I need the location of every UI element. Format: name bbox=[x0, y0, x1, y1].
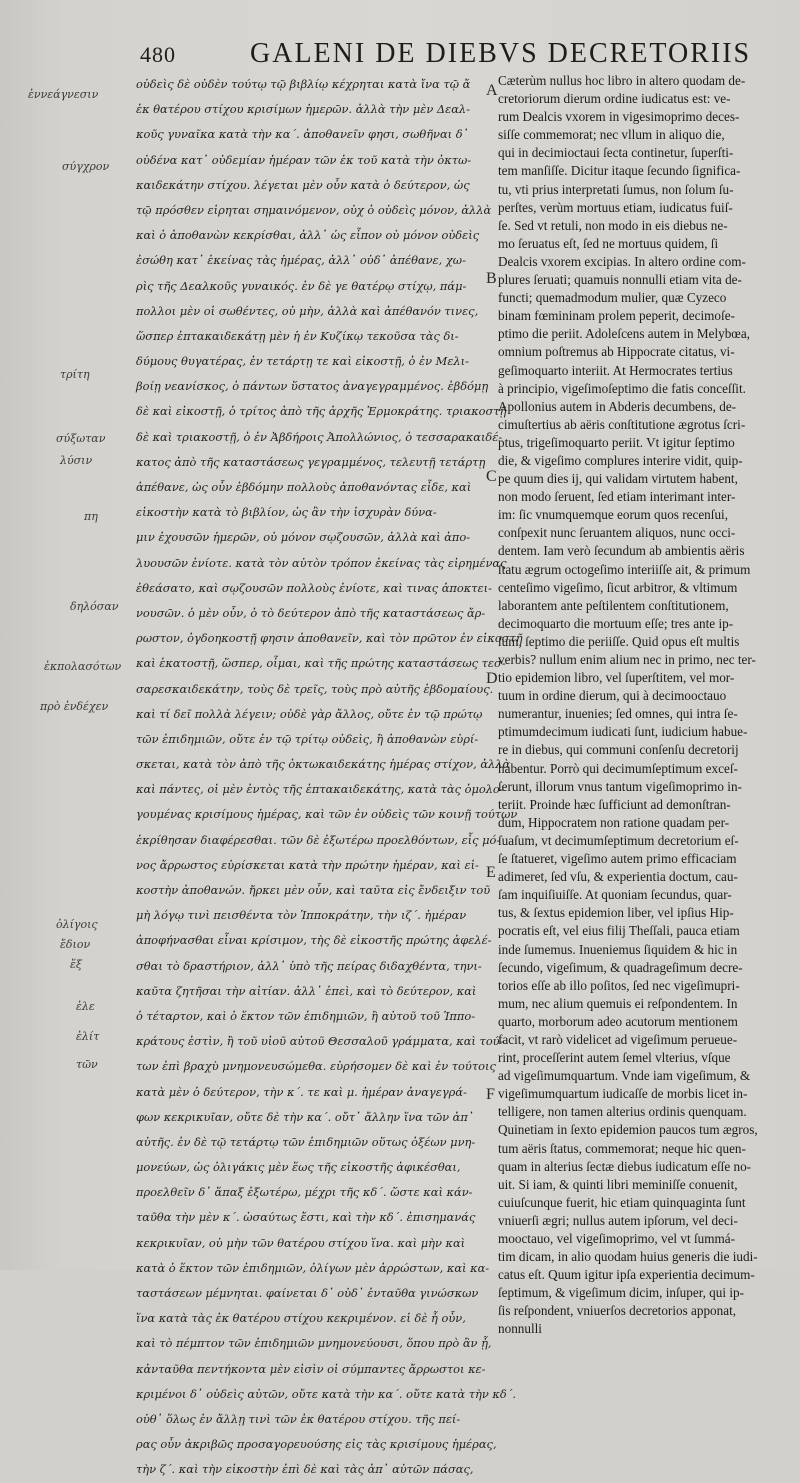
greek-text-line: κριμένοι δ᾽ οὐδεὶς αὐτῶν, οὔτε κατὰ τὴν κα΄. οὔτε κατὰ τὴν κδ΄. bbox=[136, 1386, 517, 1401]
latin-text-line: geſimoquarto interiit. At Hermocrates tertius bbox=[498, 362, 733, 378]
latin-text-line: ſeptimum, & vigeſimum dicim, inſuper, qui ip- bbox=[498, 1285, 744, 1301]
greek-text-line: καιδεκάτην στίχου. λέγεται μὲν οὖν κατὰ ὁ δεύτερον, ὡς bbox=[136, 177, 470, 192]
latin-text-line: tu, vti prius interpretati ſumus, non ſolum ſu- bbox=[498, 181, 734, 197]
margin-note: πη bbox=[84, 510, 98, 523]
latin-text-line: laborantem ante peſtilentem conſtitutionem, bbox=[498, 597, 729, 613]
latin-text-line: numerantur, inuenies; ſed omnes, qui intra ſe- bbox=[498, 706, 738, 722]
greek-text-line: μιν ἐχουσῶν ἡμερῶν, οὐ μόνον σῳζουσῶν, ἀλλὰ καὶ ἀπο- bbox=[136, 530, 471, 545]
latin-text-line: uit. Si iam, & quinti libri meminiſſe conuenit, bbox=[498, 1176, 738, 1192]
greek-text-line: ρὶς τῆς Δεαλκοῦς γυναικός. ἐν δὲ γε θατέρῳ στίχῳ, πάμ- bbox=[136, 278, 467, 293]
margin-note: τρίτη bbox=[60, 368, 90, 381]
latin-text-line: tio epidemion libro, vel ſuperſtitem, vel mor- bbox=[498, 670, 735, 686]
latin-text-line: ptimo die periit. Adoleſcens autem in Melybœa, bbox=[498, 326, 750, 342]
greek-text-line: γουμένας κρισίμους ἡμέρας, καὶ τῶν ἐν οὐδεὶς τῶν κοινῇ τούτων bbox=[136, 807, 518, 822]
latin-text-line: verbis? nullum enim alium nec in primo, nec ter- bbox=[498, 652, 756, 667]
margin-note: τῶν bbox=[76, 1058, 98, 1071]
margin-note: λύσιν bbox=[60, 454, 93, 467]
margin-note: ὀλίγοις bbox=[56, 918, 98, 931]
latin-text-line: ſerunt, illorum vnus tantum vigeſimoprimo in- bbox=[498, 778, 742, 794]
latin-text-line: perſtes, verùm mortuus etiam, iudicatus fuiſ- bbox=[498, 199, 733, 215]
greek-text-line: ἀπέθανε, ὡς οὖν ἑβδόμην πολλοὺς ἀποθανόντας εἶδε, καὶ bbox=[136, 480, 472, 494]
latin-text-line: ſtatu ægrum octogeſimo interiiſſe ait, & primum bbox=[498, 561, 751, 577]
greek-text-line: καὶ τί δεῖ πολλὰ λέγειν; οὐδὲ γὰρ ἄλλος, οὔτε ἐν τῷ πρώτῳ bbox=[136, 706, 483, 721]
latin-text-line: quam in alterius ſectæ diebus iudicatum eſſe no- bbox=[498, 1158, 752, 1174]
latin-text-line: ptus, trigeſimoquarto periit. Vt igitur ſeptimo bbox=[498, 434, 735, 450]
latin-text-line: mooctauo, vel vigeſimoprimo, vel vt ſummá- bbox=[498, 1231, 735, 1246]
latin-text-line: ſecundo, vigeſimum, & quadrageſimum decre- bbox=[498, 959, 743, 975]
latin-text-line: rint, proceſſerint autem ſemel vlterius, vſque bbox=[498, 1050, 731, 1066]
greek-text-line: κεκρικυῖαν, οὐ μὴν τῶν θατέρου στίχου ἵνα. καὶ μὴν καὶ bbox=[136, 1235, 466, 1250]
greek-text-line: αὐτῆς. ἐν δὲ τῷ τετάρτῳ τῶν ἐπιδημιῶν οὕτως ὀξέων μνη- bbox=[136, 1134, 476, 1149]
latin-text-line: re in diebus, qui communi conſenſu decretorij bbox=[498, 742, 739, 758]
margin-note: δηλόσαν bbox=[70, 600, 119, 613]
latin-text-line: ſuaſum, vt decimumſeptimum decretorium eſ- bbox=[498, 832, 739, 848]
greek-text-line: ταστάσεων μέμνηται. φαίνεται δ᾽ οὐδ᾽ ἐνταῦθα γινώσκων bbox=[136, 1286, 479, 1300]
greek-text-line: κατὰ ὁ ἕκτον τῶν ἐπιδημιῶν, ὀλίγων μὲν ἀρρώστων, καὶ κα- bbox=[136, 1260, 490, 1275]
latin-text-line: binam fœmininam prolem peperit, decimoſe- bbox=[498, 308, 735, 324]
latin-text-line: inde ſumemus. Inueniemus ſiquidem & hic in bbox=[498, 941, 738, 957]
margin-note: ἔδιον bbox=[60, 938, 91, 951]
latin-text-line: die, & vigeſimo complures interire vidit, quip- bbox=[498, 452, 743, 468]
greek-text-line: φων κεκρικυῖαν, οὔτε δὲ τὴν κα΄. οὔτ᾽ ἄλλην ἵνα τῶν ἀπ᾽ bbox=[136, 1109, 474, 1124]
greek-text-line: κοστὴν ἀποθανών. ἤρκει μὲν οὖν, καὶ ταῦτα εἰς ἔνδειξιν τοῦ bbox=[136, 883, 491, 897]
margin-note: ἕξ bbox=[70, 958, 82, 971]
greek-text-line: οὐδεὶς δὲ οὐδὲν τούτῳ τῷ βιβλίῳ κέχρηται κατὰ ἴνα τῷ ἄ bbox=[136, 77, 471, 91]
latin-text-line: tus, & ſextus epidemion liber, vel ipſius Hip- bbox=[498, 905, 734, 921]
greek-text-line: ἵνα κατὰ τὰς ἐκ θατέρου στίχου κεκριμένον. εἰ δὲ ἦ οὖν, bbox=[136, 1311, 466, 1326]
latin-text-line: cretoriorum dierum ordine iudicatus est: ve- bbox=[498, 91, 731, 107]
greek-text-line: τὴν ζ΄. καὶ τὴν εἰκοστὴν ἐπὶ δὲ καὶ τὰς ἀπ᾽ αὐτῶν πάσας, bbox=[136, 1462, 474, 1477]
greek-text-line: καῦτα ζητῆσαι τὴν αἰτίαν. ἀλλ᾽ ἐπεὶ, καὶ τὸ δεύτερον, καὶ bbox=[136, 983, 477, 998]
latin-text-line: vigeſimumquartum iudicaſſe de morbis licet in- bbox=[498, 1086, 748, 1102]
margin-notes bbox=[0, 0, 140, 1270]
greek-text-line: ἐθεάσατο, καὶ σῳζουσῶν πολλοὺς ἐνίοτε, καὶ τινας ἀποκτει- bbox=[136, 580, 492, 595]
greek-text-line: ἐσώθη κατ᾽ ἐκείνας τὰς ἡμέρας, ἀλλ᾽ οὐδ᾽ ἀπέθανε, χω- bbox=[136, 253, 466, 268]
latin-text-line: Dealcis vxorem excipias. In altero ordine com- bbox=[498, 253, 746, 269]
latin-text-line: non modo ſeruent, ſed etiam interimant inter- bbox=[498, 489, 736, 505]
greek-text-line: νος ἄρρωστος εὑρίσκεται κατὰ τὴν πρώτην ἡμέραν, καὶ εἰ- bbox=[136, 857, 479, 872]
latin-text-line: mum, nec alium quemuis ei reſpondentem. In bbox=[498, 995, 738, 1011]
greek-text-line: τῷ πρόσθεν εἰρηται σημαινόμενον, οὐχ ὁ οὐδεὶς μόνον, ἀλλὰ bbox=[136, 202, 492, 217]
greek-text-line: ταῦθα τὴν μὲν κ΄. ὡσαύτως ἔστι, καὶ τὴν κδ΄. ἐπισημανάς bbox=[136, 1210, 476, 1225]
latin-text-line: pocratis eſt, vel eius filij Theſſali, pauca etiam bbox=[498, 923, 740, 939]
greek-text-line: κοῦς γυναῖκα κατὰ τὴν κα΄. ἀποθανεῖν φησι, σωθῆναι δ᾽ bbox=[136, 127, 469, 142]
latin-text-line: torios eſſe ab illo poſitos, ſed nec vigeſimupri- bbox=[498, 977, 740, 993]
latin-text-line: qui in decimioctaui ſecta continetur, ſuperſti- bbox=[498, 145, 734, 161]
greek-text-line: τῶν ἐπιδημιῶν, οὔτε ἐν τῷ τρίτῳ οὐδεὶς, ἢ ἀποθανὼν εὑρί- bbox=[136, 731, 479, 746]
greek-text-line: κράτους ἐστὶν, ἢ τοῦ υἱοῦ αὐτοῦ Θεσσαλοῦ γράμματα, καὶ τού- bbox=[136, 1034, 504, 1049]
greek-text-line: σθαι τὸ δραστήριον, ἀλλ᾽ ὑπὸ τῆς πείρας διδαχθέντα, τηνι- bbox=[136, 958, 482, 973]
latin-text-line: centeſimo vigeſimo, ſicut arbitror, & vltimum bbox=[498, 579, 738, 595]
latin-text-line: Quinetiam in ſexto epidemion paucos tum ægros, bbox=[498, 1122, 758, 1138]
greek-text-line: λυουσῶν ἐνίοτε. κατὰ τὸν αὐτὸν τρόπον ἐκείνας τὰς εἰρημένας bbox=[136, 555, 507, 570]
page-header bbox=[140, 36, 790, 70]
margin-note: ἐλίτ bbox=[76, 1030, 100, 1043]
greek-text-line: ὁ τέταρτον, καὶ ὁ ἕκτον τῶν ἐπιδημιῶν, ἢ αὐτοῦ τοῦ Ἱππο- bbox=[136, 1008, 476, 1023]
latin-text-line: plures ſeruati; quamuis nonnulli etiam vita de- bbox=[498, 272, 742, 288]
greek-text-line: μονεύων, ὡς ὀλιγάκις μὲν ἕως τῆς εἰκοστῆς ἀφικέσθαι, bbox=[136, 1160, 461, 1175]
latin-text-line: im: ſic vnumquemque eorum quos recenſui, bbox=[498, 507, 728, 523]
greek-text-line: πολλοι μὲν οἱ σωθέντες, οὐ μὴν, ἀλλὰ καὶ ἀπέθανόν τινες, bbox=[136, 303, 479, 318]
greek-text-line: κατὰ μὲν ὁ δεύτερον, τὴν κ΄. τε καὶ μ. ἡμέραν ἀναγεγρά- bbox=[136, 1084, 467, 1099]
greek-text-line: οὐθ᾽ ὅλως ἐν ἄλλῃ τινὶ τῶν ἐκ θατέρου στίχου. τῆς πεί- bbox=[136, 1411, 461, 1426]
greek-text-line: καὶ ἑκατοστῇ, ὥσπερ, οἶμαι, καὶ τῆς πρώτης καταστάσεως τεσ- bbox=[136, 656, 506, 671]
latin-text-line: catus eſt. Quum igitur ipſa experientia decimum- bbox=[498, 1267, 755, 1283]
latin-text-line: telligere, non tamen alterius ordinis quenquam. bbox=[498, 1104, 747, 1120]
margin-note: ἐλε bbox=[76, 1000, 95, 1013]
greek-text-line: ὥσπερ ἑπτακαιδεκάτῃ μὲν ἡ ἐν Κυζίκῳ τεκοῦσα τὰς δι- bbox=[136, 328, 459, 343]
latin-text-line: siſſe commemorat; nec vllum in aliquo die, bbox=[498, 127, 725, 143]
greek-text-line: νουσῶν. ὁ μὲν οὖν, ὁ τὸ δεύτερον ἀπὸ τῆς καταστάσεως ἄρ- bbox=[136, 605, 486, 620]
greek-text-line: δὲ καὶ τριακοστῇ, ὁ ἐν Ἀβδήροις Ἀπολλώνιος, ὁ τεσσαρακαιδέ- bbox=[136, 429, 503, 444]
margin-note: σύξωταν bbox=[56, 432, 106, 445]
latin-text-line: cimuſtertius ab aëris conſtitutione ægrotus ſcri- bbox=[498, 416, 746, 432]
greek-text-line: κατος ἀπὸ τῆς καταστάσεως γεγραμμένος, τελευτῇ τετάρτῃ bbox=[136, 454, 486, 469]
latin-text-line: omnium poſtremus ab Hippocrate citatus, vi- bbox=[498, 344, 735, 360]
latin-text-line: nonnulli bbox=[498, 1321, 542, 1337]
section-letter-a: A bbox=[486, 82, 498, 99]
margin-note: ἐννεάγνεσιν bbox=[28, 88, 99, 101]
greek-text-line: κἀνταῦθα πεντήκοντα μὲν εἰσὶν οἱ σύμπαντες ἄρρωστοι κε- bbox=[136, 1361, 486, 1376]
greek-text-line: δὲ καὶ εἰκοστῇ, ὁ τρίτος ἀπὸ τῆς ἀρχῆς Ἑρμοκράτης. τριακοστῇ bbox=[136, 404, 507, 419]
latin-text-line: ſis reſpondent, vniuerſos decretorios apponat, bbox=[498, 1303, 737, 1319]
latin-text-line: tuum in ordine dierum, qui à decimooctauo bbox=[498, 688, 727, 704]
latin-text-line: cuiuſcunque fuerit, hic etiam quinquaginta ſunt bbox=[498, 1194, 746, 1210]
latin-text-line: dum, Hippocratem non ratione quadam per- bbox=[498, 814, 730, 830]
greek-text-line: σαρεσκαιδεκάτην, τοὺς δὲ τρεῖς, τοὺς πρὸ αὐτῆς ἑβδομαίους. bbox=[136, 681, 494, 696]
greek-text-line: σκεται, κατὰ τὸν ἀπὸ τῆς ὀκτωκαιδεκάτης ἡμέρας στίχον, ἀλλὰ bbox=[136, 757, 511, 772]
greek-text-line: δύμους θυγατέρας, ἐν τετάρτῃ τε καὶ εἰκοστῇ, ὁ ἐν Μελι- bbox=[136, 354, 469, 369]
section-letter-f: F bbox=[486, 1086, 495, 1103]
latin-text-line: functi; quemadmodum mulier, quæ Cyzeco bbox=[498, 290, 727, 306]
greek-text-line: βοίῃ νεανίσκος, ὁ πάντων ὕστατος ἀναγεγραμμένος. ἑβδόμῃ bbox=[136, 379, 489, 394]
greek-text-line: καὶ τὸ πέμπτον τῶν ἐπιδημιῶν μνημονεύουσι, ὅπου πρὸ ἂν ᾖ, bbox=[136, 1336, 492, 1351]
section-letter-c: C bbox=[486, 468, 497, 485]
latin-text-line: habentur. Porrò qui decimumſeptimum exceſ- bbox=[498, 760, 738, 776]
latin-text-line: mo ſeruatus eſt, ſed ne mortuus quidem, ſi bbox=[498, 235, 719, 251]
greek-text-line: ἐκ θατέρου στίχου κρισίμων ἡμερῶν. ἀλλὰ τὴν μὲν Δεαλ- bbox=[136, 102, 470, 117]
margin-note: σύγχρον bbox=[62, 160, 110, 173]
greek-text-line: καὶ ὁ ἀποθανὼν κεκρίσθαι, ἀλλ᾽ ὡς εἶπον οὐ μόνον οὐδεὶς bbox=[136, 228, 480, 243]
latin-text-line: pe quum dies ij, qui validam virtutem habent, bbox=[498, 471, 738, 487]
latin-text-line: decimoquarto die mortuum eſſe; tres ante ip- bbox=[498, 615, 734, 631]
running-title: GALENI DE DIEBVS DECRETORIIS bbox=[250, 38, 752, 69]
margin-note: πρὸ ἐνδέχεν bbox=[40, 700, 109, 713]
greek-text-line: ἐκρίθησαν διαφέρεσθαι. τῶν δὲ ἐξωτέρω προελθόντων, εἷς μό- bbox=[136, 832, 501, 847]
section-letter-e: E bbox=[486, 864, 496, 881]
greek-text-line: ρας οὖν ἀκριβῶς προσαγορευούσης εἰς τὰς κρισίμους ἡμέρας, bbox=[136, 1437, 497, 1452]
greek-text-line: των ἐπὶ βραχὺ μνημονευσώμεθα. εὑρήσομεν δὲ καὶ ἐν τούτοις bbox=[136, 1059, 496, 1074]
latin-text-line: ad vigeſimumquartum. Vnde iam vigeſimum, & bbox=[498, 1068, 751, 1084]
latin-text-line: ptimumdecimum iudicati ſunt, iudicium habue- bbox=[498, 724, 748, 740]
latin-text-line: vniuerſi ægri; nullus autem ipſorum, vel deci- bbox=[498, 1212, 738, 1228]
latin-text-line: conſpexit nunc ſeruantem aliquos, nunc occi- bbox=[498, 525, 736, 541]
latin-text-line: ſe ſtatueret, vigeſimo autem primo efficaciam bbox=[498, 851, 737, 867]
latin-text-line: facit, vt rarò videlicet ad vigeſimum perueue- bbox=[498, 1031, 738, 1047]
greek-text-line: εἰκοστὴν κατὰ τὸ βιβλίον, ὡς ἂν τὴν ἰσχυρὰν δύνα- bbox=[136, 505, 437, 520]
latin-text-line: tum aëris ſtatus, commemorat; neque hic quen- bbox=[498, 1140, 746, 1156]
latin-text-line: à principio, vigeſimoſeptimo die fatis conceſſit. bbox=[498, 380, 746, 396]
section-letter-b: B bbox=[486, 270, 497, 287]
greek-text-line: οὐδένα κατ᾽ οὐδεμίαν ἡμέραν τῶν ἐκ τοῦ κατὰ τὴν ὀκτω- bbox=[136, 152, 472, 167]
latin-text-line: Cæterùm nullus hoc libro in altero quodam de- bbox=[498, 73, 746, 88]
latin-text-line: quarto, morborum adeo acutorum mentionem bbox=[498, 1013, 738, 1029]
greek-text-line: καὶ πάντες, οἱ μὲν ἐντὸς τῆς ἑπτακαιδεκάτης, κατὰ τὰς ὁμολο- bbox=[136, 782, 504, 797]
greek-text-line: μὴ λόγῳ τινὶ πεισθέντα τὸν Ἱπποκράτην, τὴν ιζ΄. ἡμέραν bbox=[136, 908, 467, 923]
latin-text-line: rum Dealcis vxorem in vigesimoprimo deces- bbox=[498, 109, 740, 125]
latin-text-line: ſe. Sed vt retuli, non modo in eis diebus ne- bbox=[498, 217, 728, 233]
latin-text-line: teriit. Proinde hæc ſufficiunt ad demonſtran- bbox=[498, 796, 731, 812]
latin-text-line: tim dicam, in alio quodam huius generis die iudi- bbox=[498, 1249, 758, 1265]
greek-text-line: ρωστον, ὀγδοηκοστῇ φησιν ἀποθανεῖν, καὶ τὸν πρῶτον ἐν εἰκοστῇ bbox=[136, 631, 523, 646]
page-number: 480 bbox=[140, 42, 176, 67]
margin-note: ἐκπολασότων bbox=[44, 660, 122, 673]
greek-text-line: προελθεῖν δ᾽ ἅπαξ ἐξωτέρω, μέχρι τῆς κδ΄. ὥστε καὶ κάν- bbox=[136, 1185, 473, 1200]
latin-text-line: ſam inquiſiuiſſe. At quoniam ſecundus, quar- bbox=[498, 887, 732, 903]
greek-text-line: ἀποφήνασθαι εἶναι κρίσιμον, τὴς δὲ εἰκοστῆς πρώτης ἀφελέ- bbox=[136, 933, 492, 948]
latin-text-column bbox=[498, 72, 788, 1337]
section-letter-d: D bbox=[486, 670, 498, 687]
latin-text-line: Apollonius autem in Abderis decumbens, de- bbox=[498, 398, 737, 414]
latin-text-line: ſum, ſeptimo die periiſſe. Quid opus eſt multis bbox=[498, 633, 740, 649]
latin-text-line: dentem. Iam verò ſecundum ab ambientis aëris bbox=[498, 543, 745, 559]
latin-text-line: tem manſiſſe. Dicitur itaque ſecundo ſignifica- bbox=[498, 163, 741, 179]
latin-text-line: adimeret, ſed vſu, & experientia doctum, cau- bbox=[498, 869, 738, 885]
